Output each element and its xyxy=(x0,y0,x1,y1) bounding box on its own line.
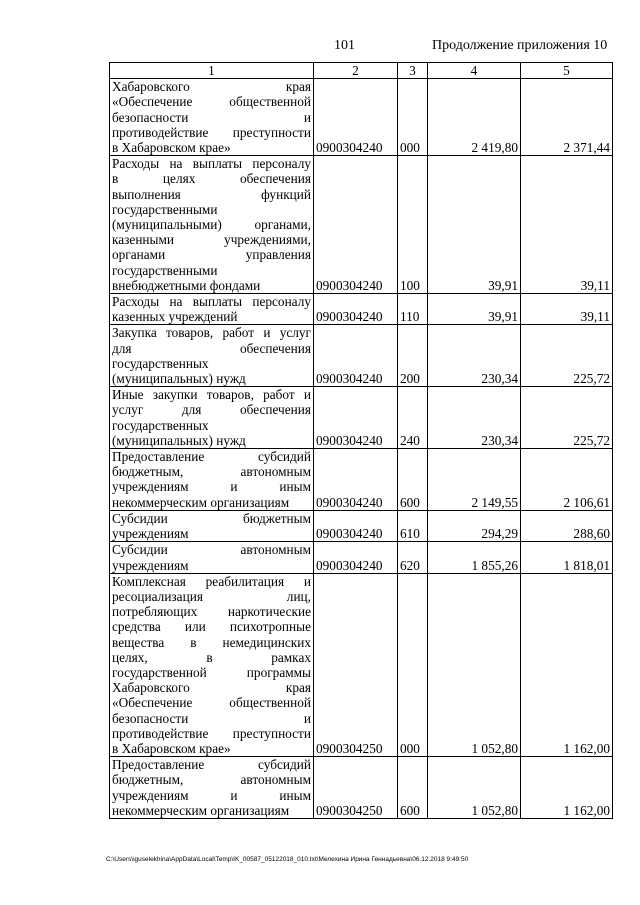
description-line: Комплексная реабилитация и xyxy=(112,573,311,589)
description-line: некоммерческим организациям xyxy=(112,494,290,510)
description-line: казенными учреждениями, xyxy=(112,232,311,248)
description-line: (муниципальных) нужд xyxy=(112,371,246,387)
page-number: 101 xyxy=(334,38,355,53)
amount-year-1: 39,91 xyxy=(428,156,521,294)
amount-year-2: 225,72 xyxy=(521,387,613,449)
target-article-code: 0900304240 xyxy=(314,294,398,325)
target-article-code: 0900304240 xyxy=(314,387,398,449)
description-line: учреждениям и иным xyxy=(112,787,311,803)
table-row xyxy=(110,294,613,325)
description-line: некоммерческим организациям xyxy=(112,802,290,818)
description-line: государственной программы xyxy=(112,664,311,680)
description-line: средства или психотропные xyxy=(112,619,311,635)
row-description xyxy=(110,542,314,573)
description-line: Расходы на выплаты персоналу xyxy=(112,294,311,310)
expense-type-code: 600 xyxy=(398,449,428,511)
column-header: 3 xyxy=(398,63,428,79)
description-line: Хабаровского края xyxy=(112,680,311,696)
description-line: Предоставление субсидий xyxy=(112,449,311,465)
target-article-code: 0900304240 xyxy=(314,449,398,511)
expense-type-code: 000 xyxy=(398,573,428,756)
budget-table xyxy=(109,62,613,819)
description-line: противодействие преступности xyxy=(112,124,311,140)
description-line: учреждениям и иным xyxy=(112,479,311,495)
amount-year-1: 230,34 xyxy=(428,325,521,387)
description-line: в Хабаровском крае» xyxy=(112,140,231,156)
target-article-code: 0900304240 xyxy=(314,156,398,294)
amount-year-1: 1 052,80 xyxy=(428,757,521,819)
table-row xyxy=(110,387,613,449)
amount-year-1: 1 855,26 xyxy=(428,542,521,573)
row-description xyxy=(110,387,314,449)
amount-year-1: 39,91 xyxy=(428,294,521,325)
description-line: органами управления xyxy=(112,247,311,263)
description-line: внебюджетными фондами xyxy=(112,277,261,293)
table-row xyxy=(110,573,613,756)
description-line: услуг для обеспечения xyxy=(112,402,311,418)
description-line: Субсидии автономным xyxy=(112,542,311,558)
table-row xyxy=(110,156,613,294)
amount-year-2: 225,72 xyxy=(521,325,613,387)
amount-year-2: 288,60 xyxy=(521,510,613,541)
amount-year-2: 2 106,61 xyxy=(521,449,613,511)
description-line: государственными xyxy=(112,262,218,278)
target-article-code: 0900304240 xyxy=(314,510,398,541)
amount-year-2: 1 162,00 xyxy=(521,757,613,819)
row-description xyxy=(110,510,314,541)
appendix-continuation-label: Продолжение приложения 10 xyxy=(432,38,608,53)
description-line: вещества в немедицинских xyxy=(112,634,311,650)
description-line: «Обеспечение общественной xyxy=(112,695,311,711)
description-line: (муниципальных) нужд xyxy=(112,432,246,448)
target-article-code: 0900304250 xyxy=(314,573,398,756)
description-line: в целях обеспечения xyxy=(112,171,311,187)
amount-year-1: 1 052,80 xyxy=(428,573,521,756)
column-header: 4 xyxy=(428,63,521,79)
description-line: бюджетным, автономным xyxy=(112,464,311,480)
description-line: для обеспечения xyxy=(112,340,311,356)
row-description xyxy=(110,79,314,156)
amount-year-2: 1 162,00 xyxy=(521,573,613,756)
description-line: выполнения функций xyxy=(112,186,311,202)
column-header: 1 xyxy=(110,63,314,79)
expense-type-code: 000 xyxy=(398,79,428,156)
target-article-code: 0900304240 xyxy=(314,542,398,573)
description-line: ресоциализация лиц, xyxy=(112,588,311,604)
table-row xyxy=(110,449,613,511)
amount-year-1: 230,34 xyxy=(428,387,521,449)
table-row xyxy=(110,542,613,573)
file-path-footer: C:\Users\iguselekhina\AppData\Local\Temp\IK_00587_05122018_010.txt\Мелехина Ирина Геннадьевна\06.12.2018 9:49:50 xyxy=(106,856,469,863)
table-header-row xyxy=(110,63,613,79)
amount-year-1: 2 419,80 xyxy=(428,79,521,156)
description-line: государственными xyxy=(112,201,218,217)
description-line: в Хабаровском крае» xyxy=(112,740,231,756)
table-row xyxy=(110,325,613,387)
amount-year-2: 39,11 xyxy=(521,156,613,294)
description-line: (муниципальными) органами, xyxy=(112,217,311,233)
description-line: казенных учреждений xyxy=(112,309,238,325)
amount-year-2: 1 818,01 xyxy=(521,542,613,573)
description-line: государственных xyxy=(112,355,209,371)
description-line: противодействие преступности xyxy=(112,725,311,741)
expense-type-code: 610 xyxy=(398,510,428,541)
table-row xyxy=(110,757,613,819)
description-line: потребляющих наркотические xyxy=(112,604,311,620)
amount-year-1: 294,29 xyxy=(428,510,521,541)
column-header: 5 xyxy=(521,63,613,79)
expense-type-code: 240 xyxy=(398,387,428,449)
table-row xyxy=(110,79,613,156)
expense-type-code: 110 xyxy=(398,294,428,325)
description-line: Предоставление субсидий xyxy=(112,757,311,773)
description-line: целях, в рамках xyxy=(112,649,311,665)
expense-type-code: 100 xyxy=(398,156,428,294)
description-line: учреждениям xyxy=(112,526,189,542)
description-line: «Обеспечение общественной xyxy=(112,94,311,110)
description-line: бюджетным, автономным xyxy=(112,772,311,788)
row-description xyxy=(110,294,314,325)
description-line: Хабаровского края xyxy=(112,79,311,95)
row-description xyxy=(110,449,314,511)
row-description xyxy=(110,573,314,756)
description-line: Расходы на выплаты персоналу xyxy=(112,156,311,172)
table-row xyxy=(110,510,613,541)
target-article-code: 0900304240 xyxy=(314,79,398,156)
row-description xyxy=(110,757,314,819)
amount-year-2: 39,11 xyxy=(521,294,613,325)
description-line: безопасности и xyxy=(112,710,311,726)
description-line: Иные закупки товаров, работ и xyxy=(112,387,311,403)
description-line: государственных xyxy=(112,417,209,433)
description-line: безопасности и xyxy=(112,109,311,125)
expense-type-code: 600 xyxy=(398,757,428,819)
description-line: Субсидии бюджетным xyxy=(112,510,311,526)
target-article-code: 0900304250 xyxy=(314,757,398,819)
amount-year-1: 2 149,55 xyxy=(428,449,521,511)
expense-type-code: 620 xyxy=(398,542,428,573)
description-line: учреждениям xyxy=(112,557,189,573)
target-article-code: 0900304240 xyxy=(314,325,398,387)
description-line: Закупка товаров, работ и услуг xyxy=(112,325,311,341)
amount-year-2: 2 371,44 xyxy=(521,79,613,156)
row-description xyxy=(110,156,314,294)
column-header: 2 xyxy=(314,63,398,79)
row-description xyxy=(110,325,314,387)
expense-type-code: 200 xyxy=(398,325,428,387)
